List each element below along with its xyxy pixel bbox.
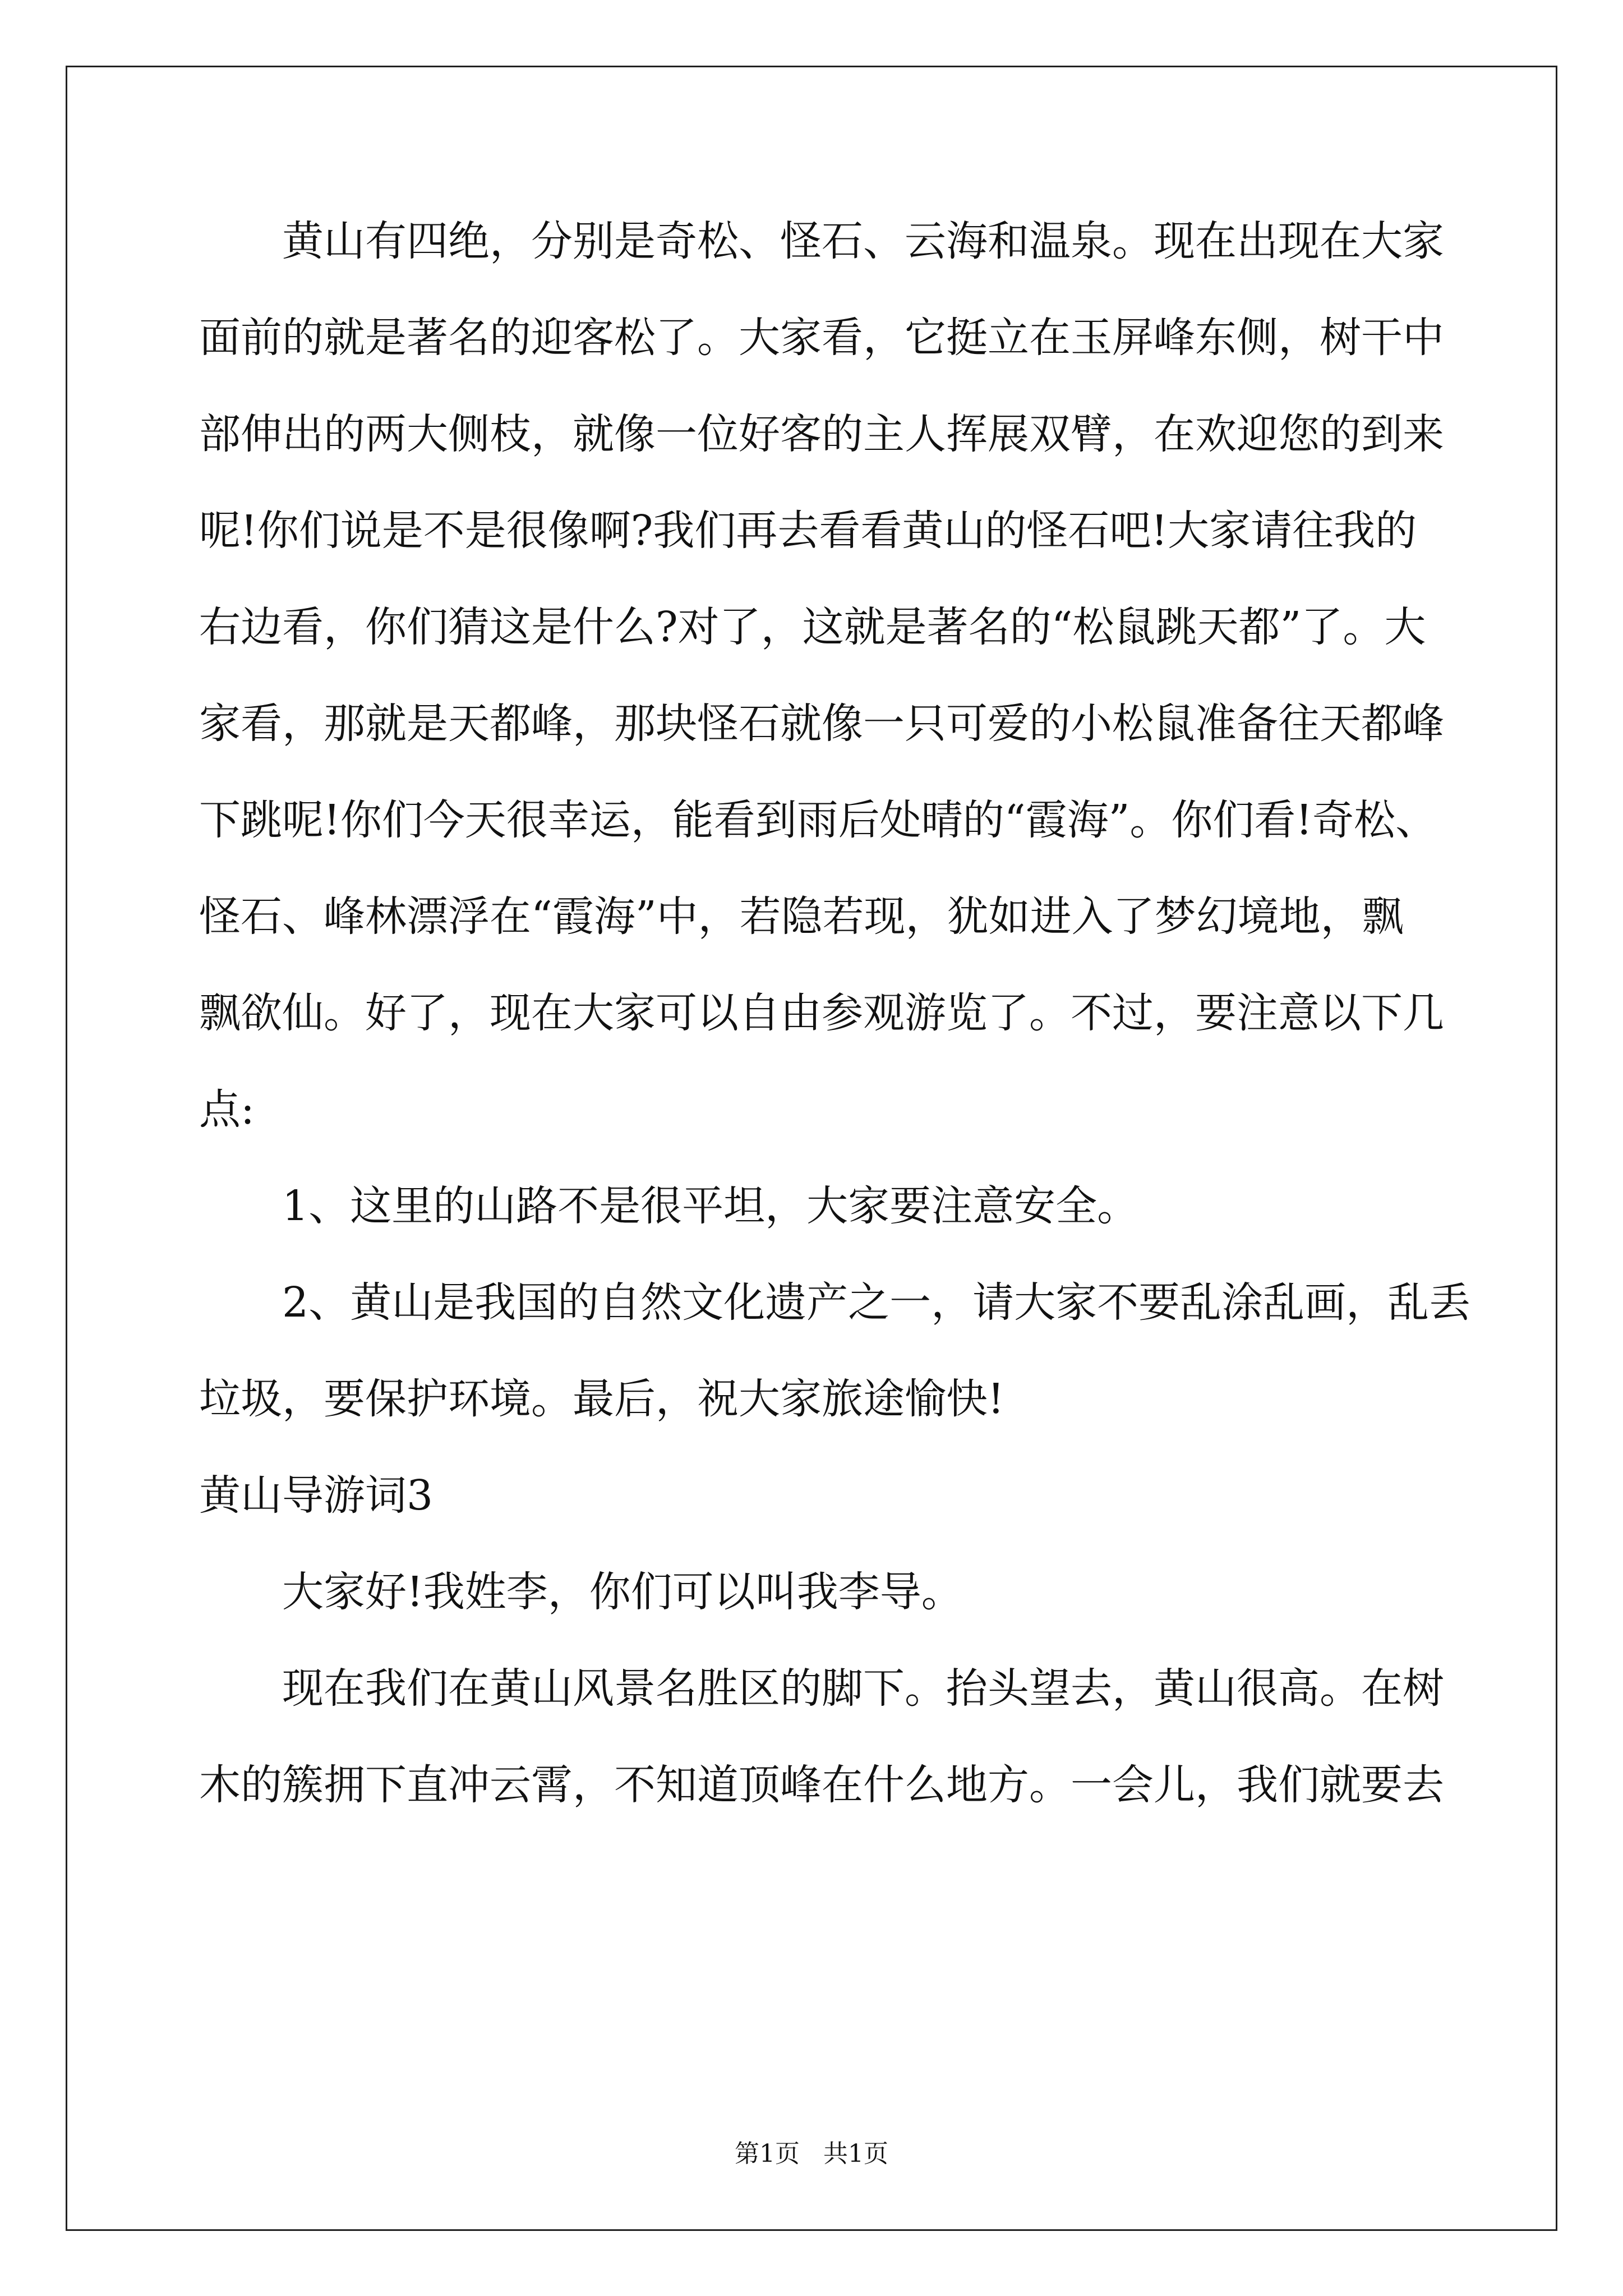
paragraph-line: 大家好!我姓李，你们可以叫我李导。 — [282, 1568, 963, 1616]
section-heading: 黄山导游词3 — [199, 1471, 434, 1520]
paragraph-line: 飘欲仙。好了，现在大家可以自由参观游览了。不过，要注意以下几 — [199, 989, 1444, 1037]
paragraph-line: 黄山有四绝，分别是奇松、怪石、云海和温泉。现在出现在大家 — [282, 217, 1444, 265]
paragraph-line: 下跳呢!你们今天很幸运，能看到雨后处晴的“霞海”。你们看!奇松、 — [199, 796, 1437, 844]
paragraph-line: 点: — [199, 1085, 255, 1134]
page-footer: 第1页 共1页 — [735, 2139, 888, 2168]
paragraph-line: 家看，那就是天都峰，那块怪石就像一只可爱的小松鼠准备往天都峰 — [199, 700, 1444, 748]
list-item: 1、这里的山路不是很平坦，大家要注意安全。 — [282, 1182, 1139, 1230]
paragraph-line: 右边看，你们猜这是什么?对了，这就是著名的“松鼠跳天都”了。大 — [199, 603, 1426, 651]
paragraph-line: 现在我们在黄山风景名胜区的脚下。抬头望去，黄山很高。在树 — [282, 1664, 1444, 1713]
list-item: 2、黄山是我国的自然文化遗产之一，请大家不要乱涂乱画，乱丢 — [282, 1278, 1471, 1327]
paragraph-line: 木的簇拥下直冲云霄，不知道顶峰在什么地方。一会儿，我们就要去 — [199, 1761, 1444, 1809]
paragraph-line: 呢!你们说是不是很像啊?我们再去看看黄山的怪石吧!大家请往我的 — [199, 507, 1417, 555]
paragraph-line: 垃圾，要保护环境。最后，祝大家旅途愉快! — [199, 1375, 1004, 1423]
paragraph-line: 面前的就是著名的迎客松了。大家看，它挺立在玉屏峰东侧，树干中 — [199, 314, 1444, 362]
paragraph-line: 部伸出的两大侧枝，就像一位好客的主人挥展双臂，在欢迎您的到来 — [199, 410, 1444, 458]
paragraph-line: 怪石、峰林漂浮在“霞海”中，若隐若现，犹如进入了梦幻境地，飘 — [199, 892, 1404, 941]
page-border — [66, 66, 1557, 2231]
